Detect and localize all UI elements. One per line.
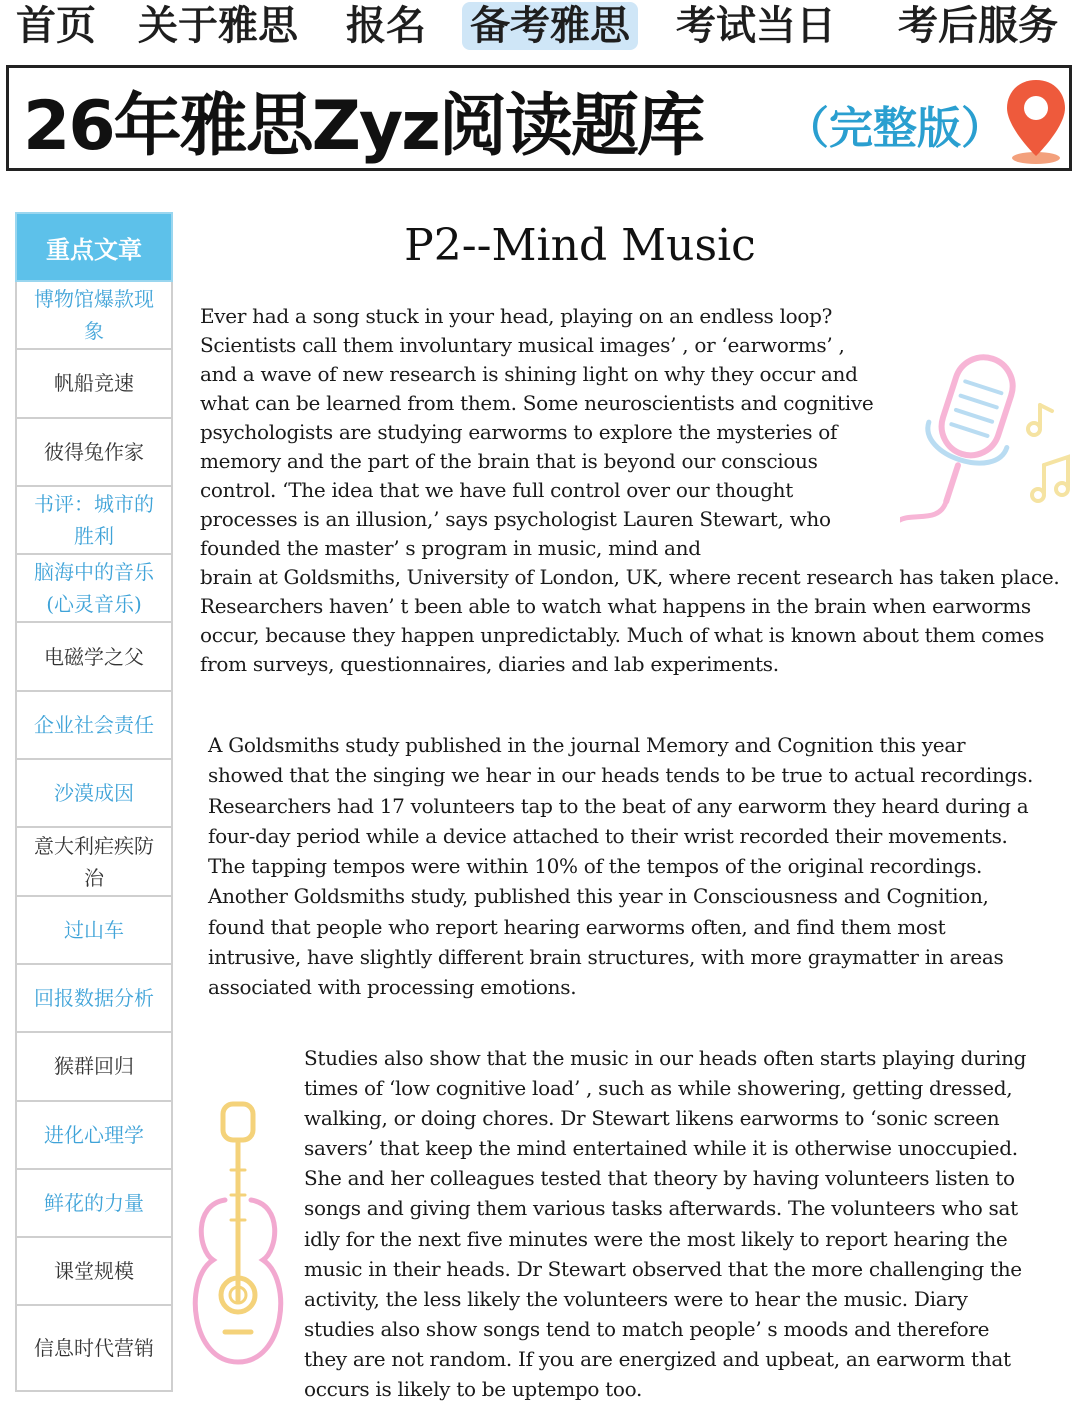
- sidebar-item[interactable]: 意大利疟疾防治: [15, 828, 173, 896]
- sidebar-item[interactable]: 信息时代营销: [15, 1306, 173, 1392]
- sidebar-item[interactable]: 鲜花的力量: [15, 1170, 173, 1238]
- top-nav: [0, 0, 1080, 56]
- sidebar-item[interactable]: 猴群回归: [15, 1033, 173, 1101]
- article-paragraph: Ever had a song stuck in your head, playing on an endless loop? Scientists call them involuntary musical images’ , or ‘earworms’ , and a wave of new research is shining light on why they occur and what can be learned from them. Some neuroscientists and cognitive psychologists are studying earworms to explore the mysteries of memory and the part of the brain that is beyond our conscious control. ‘The idea that we have full control over our thought processes is an illusion,’ says psychologist Lauren Stewart, who founded the master’ s program in music, mind and brain at Goldsmiths, University of London, UK, where recent research has taken place. Researchers haven’ t been able to watch what happens in the brain when earworms occur, because they happen unpredictably. Much of what is known about them comes from surveys, questionnaires, diaries and lab experiments.: [200, 304, 1060, 676]
- sidebar: [15, 212, 173, 1392]
- music-note-icon: [1020, 395, 1080, 515]
- article-paragraph: A Goldsmiths study published in the journal Memory and Cognition this year showed that the singing we hear in our heads tends to be true to actual recordings. Researchers had 17 volunteers tap to the beat of any earworm they heard during a four-day period while a device attached to their wrist recorded their movements. The tapping tempos were within 10% of the tempos of the original recordings. Another Goldsmiths study, published this year in Consciousness and Cognition, found that people who report hearing earworms often, and find them most intrusive, have slightly different brain structures, with more graymatter in areas associated with processing emotions.: [208, 733, 1034, 1000]
- sidebar-item[interactable]: 沙漠成因: [15, 760, 173, 828]
- banner-subtitle: （完整版）: [785, 103, 1005, 154]
- article-title: P2--Mind Music: [404, 220, 756, 271]
- nav-item-prepare[interactable]: 备考雅思: [462, 2, 638, 50]
- nav-item-test-day[interactable]: 考试当日: [676, 3, 836, 49]
- nav-item-home[interactable]: 首页: [16, 3, 96, 49]
- sidebar-item[interactable]: 过山车: [15, 897, 173, 965]
- sidebar-item[interactable]: 回报数据分析: [15, 965, 173, 1033]
- sidebar-item[interactable]: 企业社会责任: [15, 692, 173, 760]
- sidebar-list: [15, 282, 173, 1392]
- sidebar-item[interactable]: 进化心理学: [15, 1102, 173, 1170]
- sidebar-item[interactable]: 书评：城市的胜利: [15, 487, 173, 555]
- sidebar-item[interactable]: 脑海中的音乐(心灵音乐): [15, 555, 173, 623]
- sidebar-item[interactable]: 彼得兔作家: [15, 419, 173, 487]
- sidebar-header: 重点文章: [15, 212, 173, 282]
- banner: [6, 65, 1072, 171]
- banner-title: 26年雅思Zyz阅读题库: [23, 87, 703, 166]
- sidebar-item[interactable]: 博物馆爆款现象: [15, 282, 173, 350]
- nav-item-after-test[interactable]: 考后服务: [898, 3, 1058, 49]
- nav-item-about-ielts[interactable]: 关于雅思: [138, 3, 298, 49]
- nav-item-register[interactable]: 报名: [346, 3, 426, 49]
- guitar-icon: [183, 1100, 293, 1375]
- map-pin-icon: [1001, 76, 1071, 166]
- sidebar-item[interactable]: 帆船竞速: [15, 350, 173, 418]
- sidebar-item[interactable]: 电磁学之父: [15, 623, 173, 691]
- sidebar-item[interactable]: 课堂规模: [15, 1238, 173, 1306]
- article-paragraph: Studies also show that the music in our heads often starts playing during times of ‘low cognitive load’ , such as while showering, getting dressed, walking, or doing chores. Dr Stewart likens earworms to ‘sonic screen savers’ that keep the mind entertained while it is otherwise unoccupied. She and her colleagues tested that theory by having volunteers listen to songs and giving them various tasks afterwards. The volunteers who sat idly for the next five minutes were the most likely to report hearing the music in their heads. Dr Stewart observed that the more challenging the activity, the less likely the volunteers were to hear the music. Diary studies also show songs tend to match people’ s moods and therefore they are not random. If you are energized and upbeat, an earworm that occurs is likely to be uptempo too.: [304, 1046, 1027, 1402]
